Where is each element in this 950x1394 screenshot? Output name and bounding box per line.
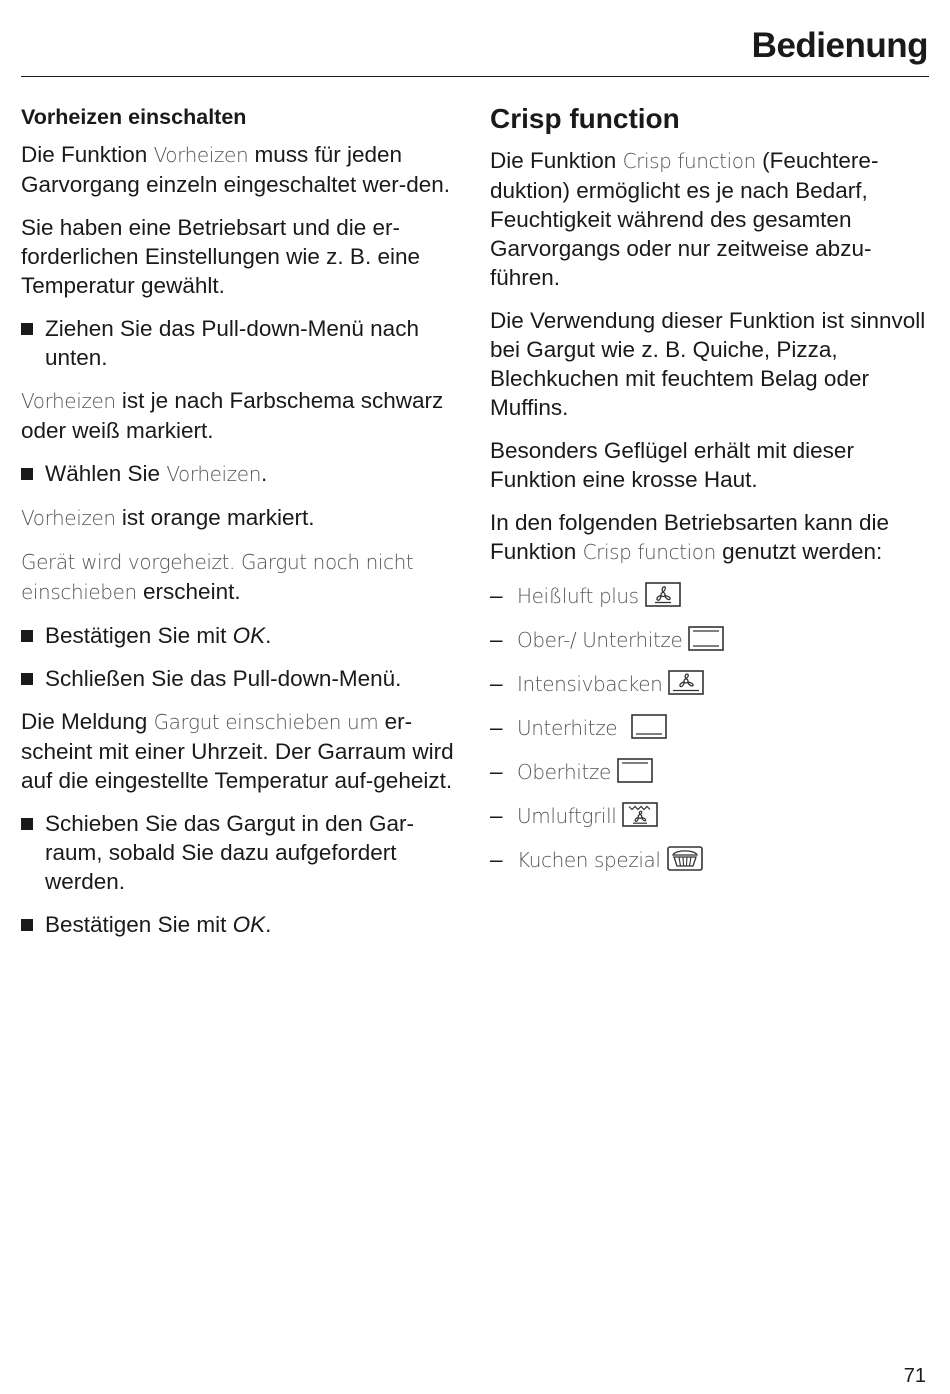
- bullet-square-icon: [21, 818, 33, 830]
- mode-item: – Umluftgrill: [490, 801, 935, 831]
- header-divider: [21, 76, 929, 77]
- bottom-heat-icon: [631, 714, 667, 740]
- paragraph-crisp-usage: Die Verwendung dieser Funktion ist sinnvoll bei Gargut wie z. B. Quiche, Pizza, Blechkuchen mit feuchtem Belag oder Muffins.: [490, 308, 926, 420]
- paragraph-crisp-intro: Die Funktion Crisp function (Feuchtere-duktion) ermöglicht es je nach Bedarf, Feuchtigkeit während des gesamten Garvorgangs oder nur zeitweise abzu-führen.: [490, 148, 879, 290]
- mode-label: Umluftgrill: [517, 804, 617, 828]
- section-heading-preheat: Vorheizen einschalten: [21, 105, 247, 129]
- paragraph-preheat-intro: Die Funktion Vorheizen muss für jeden Garvorgang einzeln eingeschaltet wer-den.: [21, 142, 451, 197]
- cake-special-icon: [667, 846, 703, 872]
- step-item: Schieben Sie das Gargut in den Gar-raum, sobald Sie dazu aufgefordert werden.: [21, 809, 466, 896]
- display-text: Gargut einschieben um: [153, 710, 379, 734]
- section-heading-crisp: Crisp function: [490, 103, 680, 134]
- mode-item: – Kuchen spezial: [490, 845, 935, 875]
- mode-label: Intensivbacken: [517, 672, 663, 696]
- mode-label: Kuchen spezial: [517, 848, 661, 872]
- mode-item: – Intensivbacken: [490, 669, 935, 699]
- mode-label: Oberhitze: [517, 760, 611, 784]
- mode-list: [490, 581, 935, 875]
- step-item: Bestätigen Sie mit OK.: [21, 910, 466, 939]
- display-text: Crisp function: [622, 149, 756, 173]
- paragraph-crisp-poultry: Besonders Geflügel erhält mit dieser Funktion eine krosse Haut.: [490, 438, 854, 492]
- page-title: Bedienung: [751, 26, 928, 65]
- paragraph-marked: Vorheizen ist je nach Farbschema schwarz oder weiß markiert.: [21, 388, 444, 443]
- display-text: Vorheizen: [21, 506, 116, 530]
- paragraph-message: Gerät wird vorgeheizt. Gargut noch nicht einschieben erscheint.: [21, 550, 414, 604]
- paragraph-crisp-modes: In den folgenden Betriebsarten kann die Funktion Crisp function genutzt werden:: [490, 510, 890, 564]
- step-item: Schließen Sie das Pull-down-Menü.: [21, 664, 466, 693]
- mode-item: – Ober-/ Unterhitze: [490, 625, 935, 655]
- mode-label: Unterhitze: [517, 716, 618, 740]
- bullet-square-icon: [21, 323, 33, 335]
- display-text: Vorheizen: [166, 462, 261, 486]
- left-column: [21, 100, 466, 939]
- bullet-square-icon: [21, 919, 33, 931]
- bullet-square-icon: [21, 630, 33, 642]
- right-column: [490, 100, 935, 875]
- display-text: Vorheizen: [153, 143, 249, 167]
- step-item: Wählen Sie Vorheizen.: [21, 459, 466, 489]
- paragraph-load-message: Die Meldung Gargut einschieben um er-scheint mit einer Uhrzeit. Der Garraum wird auf die eingestellte Temperatur auf-geheizt.: [21, 709, 454, 793]
- page-number: 71: [903, 1365, 926, 1387]
- display-text: Crisp function: [582, 540, 716, 564]
- fan-icon: [645, 582, 681, 608]
- mode-item: – Unterhitze: [490, 713, 935, 743]
- mode-item: – Heißluft plus: [490, 581, 935, 611]
- paragraph-orange: Vorheizen ist orange markiert.: [21, 505, 315, 530]
- fan-grill-icon: [622, 802, 658, 828]
- step-item: Bestätigen Sie mit OK.: [21, 621, 466, 650]
- intensive-bake-icon: [668, 670, 704, 696]
- display-text: Gerät wird vorgeheizt. Gargut noch nicht einschieben: [21, 550, 414, 604]
- mode-label: Heißluft plus: [517, 584, 639, 608]
- bullet-square-icon: [21, 468, 33, 480]
- paragraph-prerequisite: Sie haben eine Betriebsart und die er-forderlichen Einstellungen wie z. B. eine Temperatur gewählt.: [21, 215, 420, 298]
- top-heat-icon: [617, 758, 653, 784]
- mode-label: Ober-/ Unterhitze: [517, 628, 683, 652]
- step-item: Ziehen Sie das Pull-down-Menü nach unten.: [21, 314, 466, 372]
- mode-item: – Oberhitze: [490, 757, 935, 787]
- top-bottom-heat-icon: [688, 626, 724, 652]
- display-text: Vorheizen: [21, 389, 116, 413]
- bullet-square-icon: [21, 673, 33, 685]
